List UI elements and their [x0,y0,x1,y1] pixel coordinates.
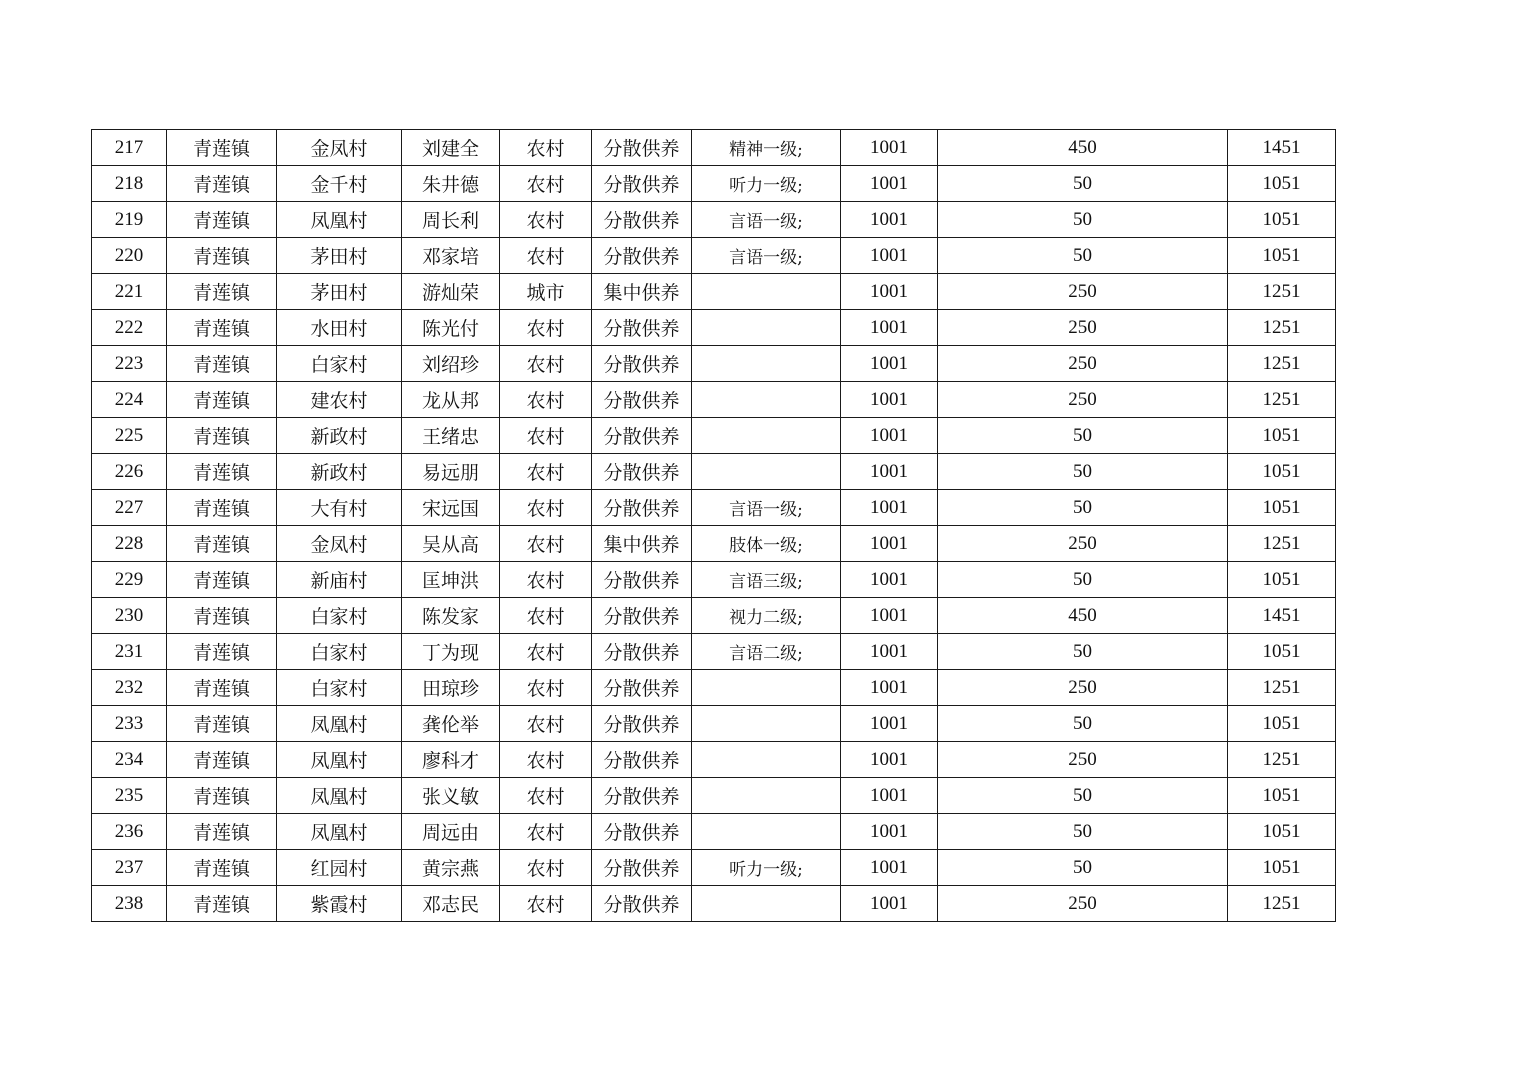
cell-base-amount: 1001 [841,850,938,886]
cell-index: 221 [92,274,167,310]
cell-name: 陈发家 [402,598,500,634]
cell-residence: 农村 [500,850,592,886]
cell-base-amount: 1001 [841,238,938,274]
cell-extra-amount: 50 [938,202,1228,238]
cell-total-amount: 1051 [1228,706,1336,742]
table-row [92,778,1336,814]
cell-index: 237 [92,850,167,886]
cell-residence: 农村 [500,886,592,922]
cell-extra-amount: 50 [938,562,1228,598]
cell-index: 236 [92,814,167,850]
cell-name: 黄宗燕 [402,850,500,886]
cell-town: 青莲镇 [167,310,277,346]
cell-extra-amount: 450 [938,598,1228,634]
table-row [92,742,1336,778]
cell-index: 222 [92,310,167,346]
cell-support-type: 分散供养 [592,418,692,454]
cell-town: 青莲镇 [167,814,277,850]
table-row [92,562,1336,598]
cell-index: 219 [92,202,167,238]
cell-name: 陈光付 [402,310,500,346]
cell-residence: 农村 [500,598,592,634]
cell-total-amount: 1051 [1228,562,1336,598]
cell-index: 238 [92,886,167,922]
cell-total-amount: 1051 [1228,418,1336,454]
cell-index: 227 [92,490,167,526]
cell-name: 游灿荣 [402,274,500,310]
cell-village: 新政村 [277,418,402,454]
cell-total-amount: 1251 [1228,670,1336,706]
cell-name: 龙从邦 [402,382,500,418]
cell-village: 白家村 [277,634,402,670]
beneficiary-table [91,129,1336,922]
cell-index: 225 [92,418,167,454]
cell-name: 周远由 [402,814,500,850]
cell-base-amount: 1001 [841,526,938,562]
cell-support-type: 分散供养 [592,310,692,346]
cell-town: 青莲镇 [167,778,277,814]
table-row [92,130,1336,166]
cell-name: 吴从高 [402,526,500,562]
cell-town: 青莲镇 [167,742,277,778]
cell-disability [692,310,841,346]
cell-support-type: 分散供养 [592,670,692,706]
cell-name: 朱井德 [402,166,500,202]
cell-disability [692,742,841,778]
cell-residence: 农村 [500,454,592,490]
cell-extra-amount: 250 [938,742,1228,778]
cell-support-type: 分散供养 [592,382,692,418]
cell-residence: 农村 [500,202,592,238]
cell-total-amount: 1051 [1228,778,1336,814]
cell-village: 凤凰村 [277,706,402,742]
cell-base-amount: 1001 [841,274,938,310]
cell-base-amount: 1001 [841,454,938,490]
cell-village: 白家村 [277,670,402,706]
table-row [92,526,1336,562]
cell-name: 丁为现 [402,634,500,670]
cell-village: 金千村 [277,166,402,202]
cell-residence: 农村 [500,742,592,778]
cell-total-amount: 1251 [1228,886,1336,922]
cell-support-type: 分散供养 [592,562,692,598]
cell-town: 青莲镇 [167,562,277,598]
cell-support-type: 分散供养 [592,130,692,166]
cell-extra-amount: 50 [938,418,1228,454]
cell-town: 青莲镇 [167,886,277,922]
cell-index: 228 [92,526,167,562]
cell-village: 水田村 [277,310,402,346]
cell-town: 青莲镇 [167,346,277,382]
table-row [92,454,1336,490]
cell-residence: 农村 [500,634,592,670]
cell-village: 茅田村 [277,274,402,310]
cell-total-amount: 1051 [1228,202,1336,238]
table-row [92,634,1336,670]
cell-extra-amount: 250 [938,526,1228,562]
table-row [92,310,1336,346]
table-row [92,814,1336,850]
cell-village: 金凤村 [277,130,402,166]
cell-support-type: 分散供养 [592,634,692,670]
cell-base-amount: 1001 [841,706,938,742]
cell-base-amount: 1001 [841,814,938,850]
cell-village: 凤凰村 [277,778,402,814]
cell-village: 新庙村 [277,562,402,598]
table-row [92,670,1336,706]
cell-disability [692,814,841,850]
cell-index: 218 [92,166,167,202]
cell-total-amount: 1451 [1228,598,1336,634]
cell-index: 230 [92,598,167,634]
cell-village: 茅田村 [277,238,402,274]
cell-extra-amount: 50 [938,490,1228,526]
cell-base-amount: 1001 [841,742,938,778]
cell-total-amount: 1251 [1228,526,1336,562]
cell-index: 229 [92,562,167,598]
cell-disability [692,382,841,418]
table-row [92,346,1336,382]
cell-support-type: 集中供养 [592,526,692,562]
cell-total-amount: 1451 [1228,130,1336,166]
cell-town: 青莲镇 [167,490,277,526]
cell-support-type: 分散供养 [592,166,692,202]
cell-disability [692,886,841,922]
cell-disability [692,778,841,814]
cell-support-type: 分散供养 [592,346,692,382]
cell-disability: 视力二级; [692,598,841,634]
table-row [92,202,1336,238]
table-row [92,166,1336,202]
cell-residence: 农村 [500,166,592,202]
cell-support-type: 分散供养 [592,814,692,850]
cell-name: 匡坤洪 [402,562,500,598]
cell-residence: 农村 [500,130,592,166]
cell-support-type: 分散供养 [592,778,692,814]
cell-name: 廖科才 [402,742,500,778]
cell-residence: 农村 [500,814,592,850]
cell-base-amount: 1001 [841,562,938,598]
cell-town: 青莲镇 [167,670,277,706]
cell-village: 白家村 [277,598,402,634]
cell-index: 231 [92,634,167,670]
cell-base-amount: 1001 [841,418,938,454]
cell-base-amount: 1001 [841,670,938,706]
cell-name: 张义敏 [402,778,500,814]
cell-village: 红园村 [277,850,402,886]
cell-extra-amount: 50 [938,778,1228,814]
cell-disability: 听力一级; [692,850,841,886]
cell-total-amount: 1251 [1228,274,1336,310]
cell-town: 青莲镇 [167,166,277,202]
cell-town: 青莲镇 [167,850,277,886]
cell-total-amount: 1251 [1228,346,1336,382]
cell-support-type: 分散供养 [592,850,692,886]
cell-total-amount: 1251 [1228,382,1336,418]
cell-index: 234 [92,742,167,778]
cell-total-amount: 1251 [1228,742,1336,778]
table-body [92,130,1336,922]
cell-disability: 精神一级; [692,130,841,166]
cell-index: 217 [92,130,167,166]
cell-village: 大有村 [277,490,402,526]
cell-residence: 农村 [500,382,592,418]
cell-village: 建农村 [277,382,402,418]
table-row [92,274,1336,310]
table-row [92,490,1336,526]
cell-base-amount: 1001 [841,346,938,382]
cell-base-amount: 1001 [841,634,938,670]
cell-extra-amount: 50 [938,850,1228,886]
cell-extra-amount: 450 [938,130,1228,166]
cell-index: 224 [92,382,167,418]
cell-base-amount: 1001 [841,778,938,814]
cell-total-amount: 1051 [1228,166,1336,202]
cell-base-amount: 1001 [841,130,938,166]
cell-name: 刘绍珍 [402,346,500,382]
cell-village: 白家村 [277,346,402,382]
cell-support-type: 分散供养 [592,742,692,778]
cell-base-amount: 1001 [841,490,938,526]
cell-total-amount: 1251 [1228,310,1336,346]
table-row [92,418,1336,454]
cell-base-amount: 1001 [841,166,938,202]
cell-index: 235 [92,778,167,814]
cell-disability: 听力一级; [692,166,841,202]
cell-town: 青莲镇 [167,706,277,742]
cell-extra-amount: 250 [938,670,1228,706]
cell-village: 凤凰村 [277,742,402,778]
cell-extra-amount: 50 [938,814,1228,850]
table-row [92,382,1336,418]
cell-town: 青莲镇 [167,238,277,274]
cell-index: 232 [92,670,167,706]
cell-disability [692,418,841,454]
cell-town: 青莲镇 [167,130,277,166]
cell-base-amount: 1001 [841,598,938,634]
cell-village: 紫霞村 [277,886,402,922]
cell-name: 邓志民 [402,886,500,922]
cell-support-type: 集中供养 [592,274,692,310]
cell-disability: 言语一级; [692,490,841,526]
cell-disability: 言语一级; [692,238,841,274]
cell-village: 新政村 [277,454,402,490]
cell-residence: 农村 [500,238,592,274]
cell-index: 220 [92,238,167,274]
cell-base-amount: 1001 [841,382,938,418]
cell-total-amount: 1051 [1228,238,1336,274]
cell-town: 青莲镇 [167,634,277,670]
cell-total-amount: 1051 [1228,814,1336,850]
table-row [92,706,1336,742]
cell-extra-amount: 250 [938,886,1228,922]
cell-disability: 言语三级; [692,562,841,598]
table-row [92,850,1336,886]
cell-name: 宋远国 [402,490,500,526]
cell-extra-amount: 50 [938,454,1228,490]
table-row [92,598,1336,634]
cell-town: 青莲镇 [167,202,277,238]
cell-extra-amount: 50 [938,166,1228,202]
cell-town: 青莲镇 [167,526,277,562]
cell-town: 青莲镇 [167,598,277,634]
cell-support-type: 分散供养 [592,238,692,274]
cell-name: 邓家培 [402,238,500,274]
cell-index: 223 [92,346,167,382]
cell-support-type: 分散供养 [592,598,692,634]
cell-town: 青莲镇 [167,382,277,418]
cell-total-amount: 1051 [1228,850,1336,886]
cell-extra-amount: 50 [938,706,1228,742]
cell-index: 233 [92,706,167,742]
cell-name: 田琼珍 [402,670,500,706]
cell-town: 青莲镇 [167,274,277,310]
cell-residence: 农村 [500,670,592,706]
cell-extra-amount: 50 [938,238,1228,274]
cell-name: 王绪忠 [402,418,500,454]
table-row [92,238,1336,274]
cell-name: 龚伦举 [402,706,500,742]
cell-name: 易远朋 [402,454,500,490]
cell-total-amount: 1051 [1228,490,1336,526]
cell-name: 周长利 [402,202,500,238]
cell-town: 青莲镇 [167,418,277,454]
cell-residence: 农村 [500,310,592,346]
cell-disability [692,346,841,382]
cell-town: 青莲镇 [167,454,277,490]
cell-disability [692,670,841,706]
cell-residence: 农村 [500,490,592,526]
cell-support-type: 分散供养 [592,886,692,922]
cell-extra-amount: 250 [938,346,1228,382]
cell-support-type: 分散供养 [592,706,692,742]
cell-extra-amount: 250 [938,310,1228,346]
cell-village: 凤凰村 [277,202,402,238]
cell-base-amount: 1001 [841,310,938,346]
cell-total-amount: 1051 [1228,634,1336,670]
cell-residence: 农村 [500,778,592,814]
cell-disability: 言语一级; [692,202,841,238]
cell-residence: 农村 [500,526,592,562]
cell-disability [692,454,841,490]
cell-extra-amount: 250 [938,274,1228,310]
cell-base-amount: 1001 [841,886,938,922]
cell-disability [692,274,841,310]
cell-residence: 城市 [500,274,592,310]
cell-name: 刘建全 [402,130,500,166]
cell-extra-amount: 250 [938,382,1228,418]
cell-village: 金凤村 [277,526,402,562]
table-row [92,886,1336,922]
cell-disability: 肢体一级; [692,526,841,562]
cell-support-type: 分散供养 [592,202,692,238]
cell-base-amount: 1001 [841,202,938,238]
cell-village: 凤凰村 [277,814,402,850]
cell-residence: 农村 [500,706,592,742]
cell-disability [692,706,841,742]
cell-index: 226 [92,454,167,490]
cell-residence: 农村 [500,418,592,454]
cell-extra-amount: 50 [938,634,1228,670]
cell-disability: 言语二级; [692,634,841,670]
cell-support-type: 分散供养 [592,490,692,526]
cell-total-amount: 1051 [1228,454,1336,490]
cell-residence: 农村 [500,562,592,598]
cell-residence: 农村 [500,346,592,382]
cell-support-type: 分散供养 [592,454,692,490]
